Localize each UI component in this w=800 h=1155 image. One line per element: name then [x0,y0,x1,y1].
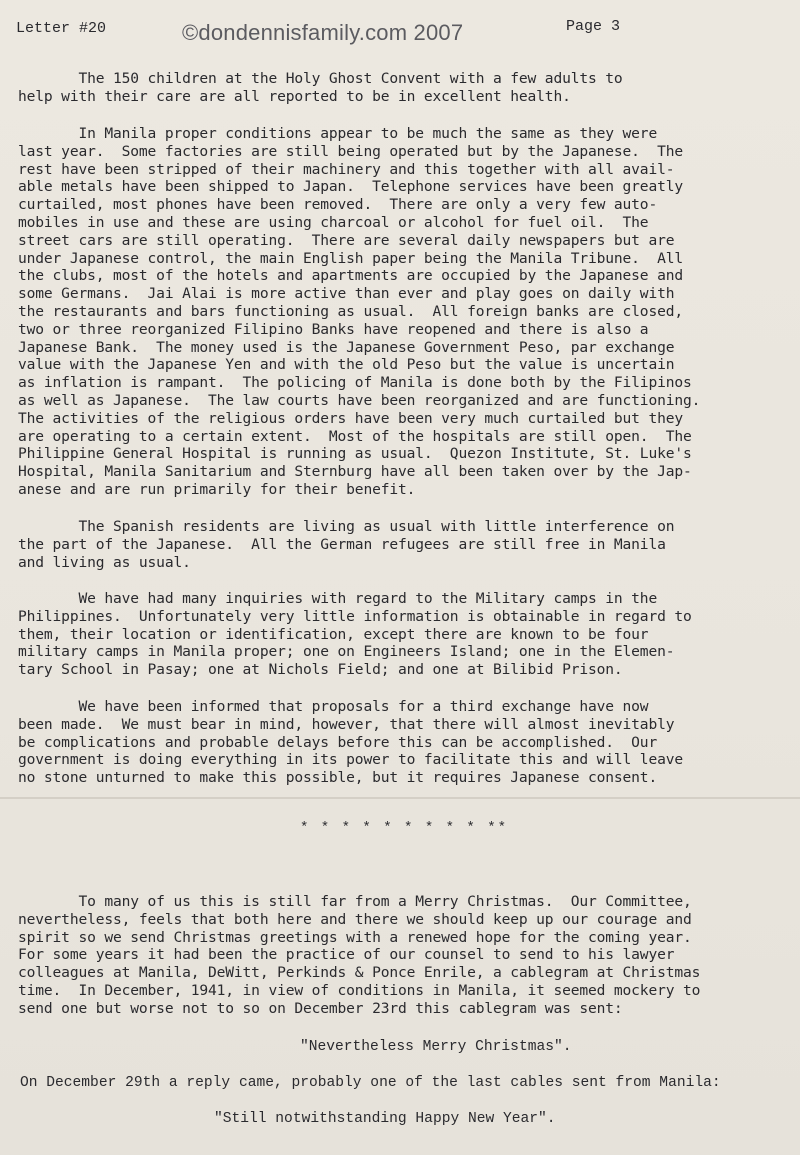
cablegram-quote-sent: "Nevertheless Merry Christmas". [300,1039,572,1055]
paragraph-christmas: To many of us this is still far from a Merry Christmas. Our Committee, nevertheless, feels that both here and there we should keep up our courage and spirit so we send Christmas greetings with a renewed hope for the coming year. For some years it had been the practice of our counsel to send to his lawyer colleagues at Manila, DeWitt, Perkinds & Ponce Enrile, a cablegram at Christmas time. In December, 1941, in view of conditions in Manila, it seemed mockery to send one but worse not to so on December 23rd this cablegram was sent: [18,893,701,1017]
paper-fold-line [0,797,800,799]
cablegram-quote-reply: "Still notwithstanding Happy New Year". [214,1111,556,1127]
paragraph-military-camps: We have had many inquiries with regard to the Military camps in the Philippines. Unfortunately very little information is obtainable in regard to them, their location or identification, except there are known to be four military camps in Manila proper; one on Engineers Island; one in the Elemen- tary School in Pasay; one at Nichols Field; and one at Bilibid Prison. [18,590,692,679]
paragraph-reply: On December 29th a reply came, probably one of the last cables sent from Manila: [20,1075,721,1091]
section-separator: * * * * * * * * * ** [300,820,509,836]
copyright-watermark: ©dondennisfamily.com 2007 [182,20,464,45]
paragraph-spanish-residents: The Spanish residents are living as usual with little interference on the part of the Japanese. All the German refugees are still free in Manila and living as usual. [18,518,675,571]
paragraph-children-health: The 150 children at the Holy Ghost Convent with a few adults to help with their care are all reported to be in excellent health. [18,70,623,105]
page-number: Page 3 [566,18,621,35]
paragraph-manila-conditions: In Manila proper conditions appear to be much the same as they were last year. Some factories are still being operated but by the Japanese. The rest have been stripped of their machinery and this together with all avail- able metals have been shipped to Japan. Telephone services have been greatly curtailed, most phones have been removed. There are only a very few auto- mobiles in use and these are using charcoal or alcohol for fuel oil. The street cars are still operating. There are several daily newspapers but are under Japanese control, the main English paper being the Manila Tribune. All the clubs, most of the hotels and apartments are occupied by the Japanese and some Germans. Jai Alai is more active than ever and play goes on daily with the restaurants and bars functioning as usual. All foreign banks are closed, two or three reorganized Filipino Banks have reopened and there is also a Japanese Bank. The money used is the Japanese Government Peso, par exchange value with the Japanese Yen and with the old Peso but the value is uncertain as inflation is rampant. The policing of Manila is done both by the Filipinos as well as Japanese. The law courts have been reorganized and are functioning. The activities of the religious orders have been very much curtailed but they are operating to a certain extent. Most of the hospitals are still open. The Philippine General Hospital is running as usual. Quezon Institute, St. Luke's Hospital, Manila Sanitarium and Sternburg have all been taken over by the Jap- anese and are run primarily for their benefit. [18,125,701,498]
letter-number: Letter #20 [16,20,107,37]
paragraph-third-exchange: We have been informed that proposals for a third exchange have now been made. We must bear in mind, however, that there will almost inevitably be complications and probable delays before this can be accomplished. Our government is doing everything in its power to facilitate this and will leave no stone unturned to make this possible, but it requires Japanese consent. [18,698,683,787]
